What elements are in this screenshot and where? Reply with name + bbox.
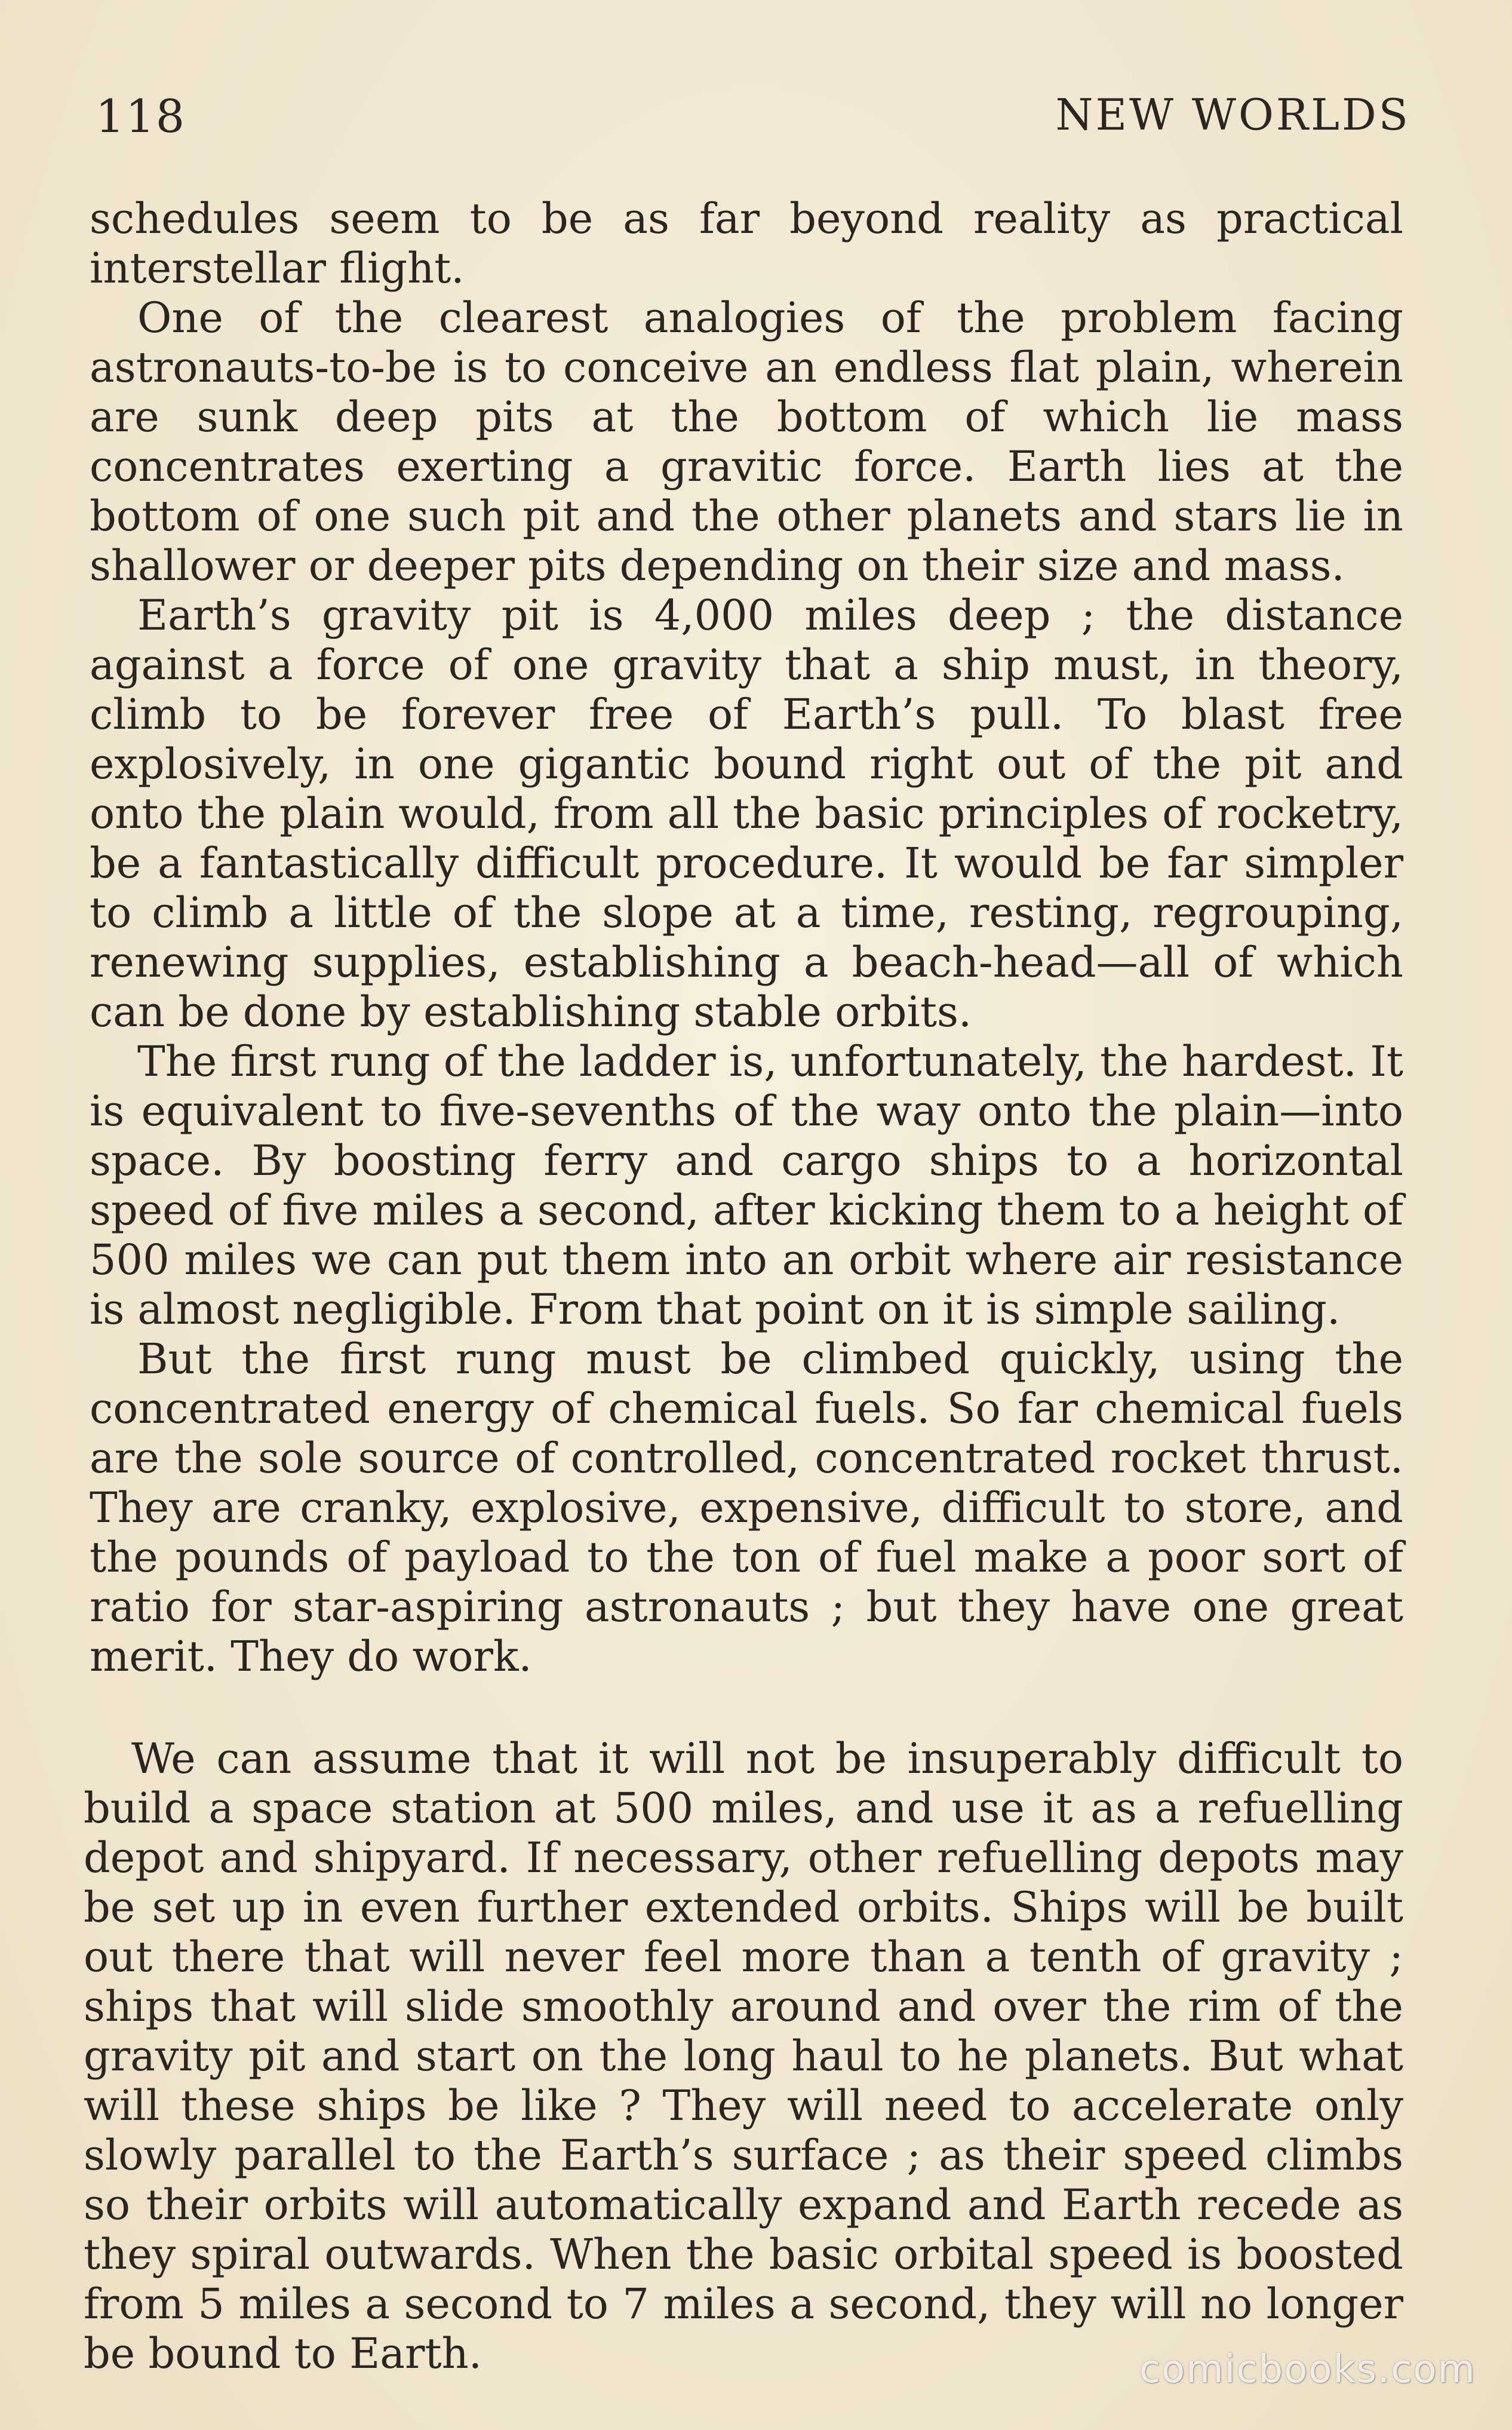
running-head: NEW WORLDS <box>1055 90 1410 140</box>
page-number: 118 <box>96 90 186 143</box>
watermark: comicbooks.com <box>1139 2348 1476 2392</box>
paragraph-first-rung: The first rung of the ladder is, unfortunately, the hardest. It is equivalent to five-sevenths of the way onto the plain—into space. By boosting ferry and cargo ships to a horizontal speed of five miles a second, after kicking them to a height of 500 miles we can put them into an orbit where air resistance is almost negligible. From that point on it is simple sailing. <box>90 1037 1403 1334</box>
section-break <box>90 1682 1403 1734</box>
paragraph-gravity-analogy: One of the clearest analogies of the problem facing astronauts-to-be is to conceive an endless flat plain, wherein are sunk deep pits at the bottom of which lie mass concentrates exerting a gravitic force. Earth lies at the bottom of one such pit and the other planets and stars lie in shallower or deeper pits depending on their size and mass. <box>90 293 1403 590</box>
body-text <box>84 194 1403 2379</box>
paragraph-continued: schedules seem to be as far beyond reality as practical interstellar flight. <box>90 194 1403 293</box>
paragraph-chemical-fuels: But the first rung must be climbed quickly, using the concentrated energy of chemical fuels. So far chemical fuels are the sole source of controlled, concentrated rocket thrust. They are cranky, explosive, expensive, difficult to store, and the pounds of payload to the ton of fuel make a poor sort of ratio for star-aspiring astronauts ; but they have one great merit. They do work. <box>90 1334 1403 1681</box>
paragraph-space-station: We can assume that it will not be insuperably difficult to build a space station at 500 miles, and use it as a refuelling depot and shipyard. If necessary, other refuelling depots may be set up in even further extended orbits. Ships will be built out there that will never feel more than a tenth of gravity ; ships that will slide smoothly around and over the rim of the gravity pit and start on the long haul to he planets. But what will these ships be like ? They will need to accelerate only slowly parallel to the Earth’s surface ; as their speed climbs so their orbits will automatically expand and Earth recede as they spiral outwards. When the basic orbital speed is boosted from 5 miles a second to 7 miles a second, they will no longer be bound to Earth. <box>84 1734 1403 2378</box>
page-header <box>96 90 1410 155</box>
paragraph-gravity-pit: Earth’s gravity pit is 4,000 miles deep ; the distance against a force of one gravity that a ship must, in theory, climb to be forever free of Earth’s pull. To blast free explosively, in one gigantic bound right out of the pit and onto the plain would, from all the basic principles of rocketry, be a fantastically difficult procedure. It would be far simpler to climb a little of the slope at a time, resting, regrouping, renewing supplies, establishing a beach-head—all of which can be done by establishing stable orbits. <box>90 591 1403 1036</box>
